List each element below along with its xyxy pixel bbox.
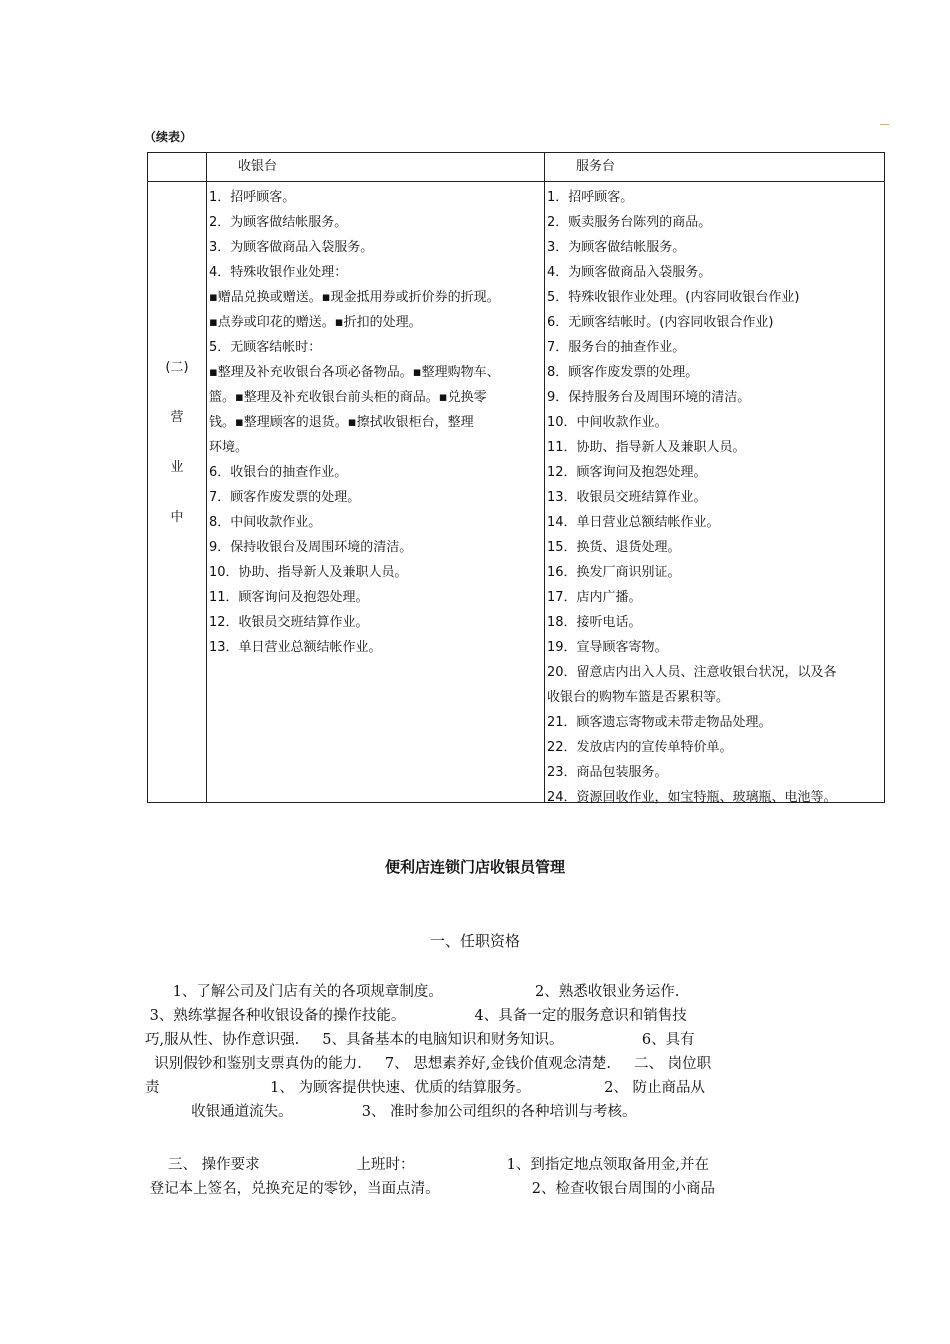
service-line: 收银台的购物车篮是否累积等。 [547, 690, 730, 705]
service-line: 23．商品包装服务。 [547, 765, 668, 780]
row-label-char: 业 [170, 460, 184, 475]
service-line: 21．顾客遗忘寄物或未带走物品处理。 [547, 715, 772, 730]
service-line: 3．为顾客做结帐服务。 [547, 240, 686, 255]
column-divider-2 [544, 153, 545, 802]
cashier-line: 9．保持收银台及周围环境的清洁。 [209, 540, 413, 555]
body-paragraph [145, 980, 815, 1124]
cashier-line: 3．为顾客做商品入袋服务。 [209, 240, 374, 255]
body-line: 收银通道流失。 3、 准时参加公司组织的各种培训与考核。 [145, 1104, 637, 1120]
cashier-line: 13．单日营业总额结帐作业。 [209, 640, 382, 655]
cashier-line: ▪点券或印花的赠送。▪折扣的处理。 [209, 315, 422, 330]
cashier-line: 钱。▪整理顾客的退货。▪擦拭收银柜台，整理 [209, 415, 474, 430]
service-line: 20．留意店内出入人员、注意收银台状况，以及各 [547, 665, 837, 680]
section-heading-qualifications: 一、任职资格 [429, 932, 520, 950]
service-duties [547, 185, 883, 810]
cashier-line: 2．为顾客做结帐服务。 [209, 215, 348, 230]
service-line: 9．保持服务台及周围环境的清洁。 [547, 390, 751, 405]
service-line: 15．换货、退货处理。 [547, 540, 681, 555]
cashier-line: 5．无顾客结帐时： [209, 340, 322, 355]
service-line: 12．顾客询问及抱怨处理。 [547, 465, 707, 480]
header-divider [148, 181, 884, 182]
header-cashier: 收银台 [238, 159, 278, 174]
document-title: 便利店连锁门店收银员管理 [384, 858, 565, 876]
cashier-line: 6．收银台的抽查作业。 [209, 465, 348, 480]
service-line: 18．接听电话。 [547, 615, 642, 630]
cashier-line: ▪整理及补充收银台各项必备物品。▪整理购物车、 [209, 365, 500, 380]
cashier-line: 4．特殊收银作业处理： [209, 265, 348, 280]
service-line: 16．换发厂商识别证。 [547, 565, 681, 580]
service-line: 8．顾客作废发票的处理。 [547, 365, 699, 380]
body-line: 3、熟练掌握各种收银设备的操作技能。 4、具备一定的服务意识和销售技 [145, 1008, 687, 1024]
service-line: 10．中间收款作业。 [547, 415, 668, 430]
service-line: 13．收银员交班结算作业。 [547, 490, 707, 505]
service-line: 4．为顾客做商品入袋服务。 [547, 265, 712, 280]
cashier-line: 1．招呼顾客。 [209, 190, 296, 205]
body-line: 责 1、 为顾客提供快速、优质的结算服务。 2、 防止商品从 [145, 1080, 706, 1096]
cashier-line: 8．中间收款作业。 [209, 515, 322, 530]
body-line: 巧,服从性、协作意识强. 5、具备基本的电脑知识和财务知识。 6、具有 [145, 1032, 695, 1048]
cashier-line: 环境。 [209, 440, 249, 455]
service-line: 6．无顾客结帐时。(内容同收银合作业) [547, 315, 774, 330]
body-line: 1、了解公司及门店有关的各项规章制度。 2、熟悉收银业务运作. [145, 984, 680, 1000]
cashier-line: 12．收银员交班结算作业。 [209, 615, 369, 630]
cashier-line: ▪赠品兑换或赠送。▪现金抵用券或折价券的折现。 [209, 290, 500, 305]
service-line: 19．宣导顾客寄物。 [547, 640, 668, 655]
service-line: 2．贩卖服务台陈列的商品。 [547, 215, 712, 230]
service-line: 14．单日营业总额结帐作业。 [547, 515, 720, 530]
row-label [148, 353, 206, 553]
continued-label: （续表） [144, 130, 193, 144]
service-line: 1．招呼顾客。 [547, 190, 634, 205]
body-line: 三、 操作要求 上班时： 1、到指定地点领取备用金,并在 [145, 1157, 709, 1173]
body-paragraph-operations [145, 1153, 815, 1201]
cashier-line: 10．协助、指导新人及兼职人员。 [209, 565, 408, 580]
header-service: 服务台 [576, 159, 616, 174]
body-line: 识别假钞和鉴别支票真伪的能力. 7、 思想素养好,金钱价值观念清楚. 二、 岗位职 [145, 1056, 712, 1072]
service-line: 7．服务台的抽查作业。 [547, 340, 686, 355]
body-line: 登记本上签名，兑换充足的零钞，当面点清。 2、检查收银台周围的小商品 [145, 1181, 716, 1197]
row-label-char: (二) [165, 360, 189, 375]
duty-table [147, 152, 885, 803]
row-label-char: 中 [170, 510, 184, 525]
cashier-line: 11．顾客询问及抱怨处理。 [209, 590, 369, 605]
service-line: 17．店内广播。 [547, 590, 642, 605]
row-label-char: 营 [170, 410, 184, 425]
service-line: 24．资源回收作业，如宝特瓶、玻璃瓶、电池等。 [547, 790, 837, 805]
cashier-line: 篮。▪整理及补充收银台前头柜的商品。▪兑换零 [209, 390, 487, 405]
service-line: 5．特殊收银作业处理。(内容同收银台作业) [547, 290, 800, 305]
service-line: 22．发放店内的宣传单特价单。 [547, 740, 733, 755]
corner-mark [880, 124, 889, 125]
service-line: 11．协助、指导新人及兼职人员。 [547, 440, 746, 455]
column-divider-1 [206, 153, 207, 802]
cashier-line: 7．顾客作废发票的处理。 [209, 490, 361, 505]
cashier-duties [209, 185, 541, 660]
